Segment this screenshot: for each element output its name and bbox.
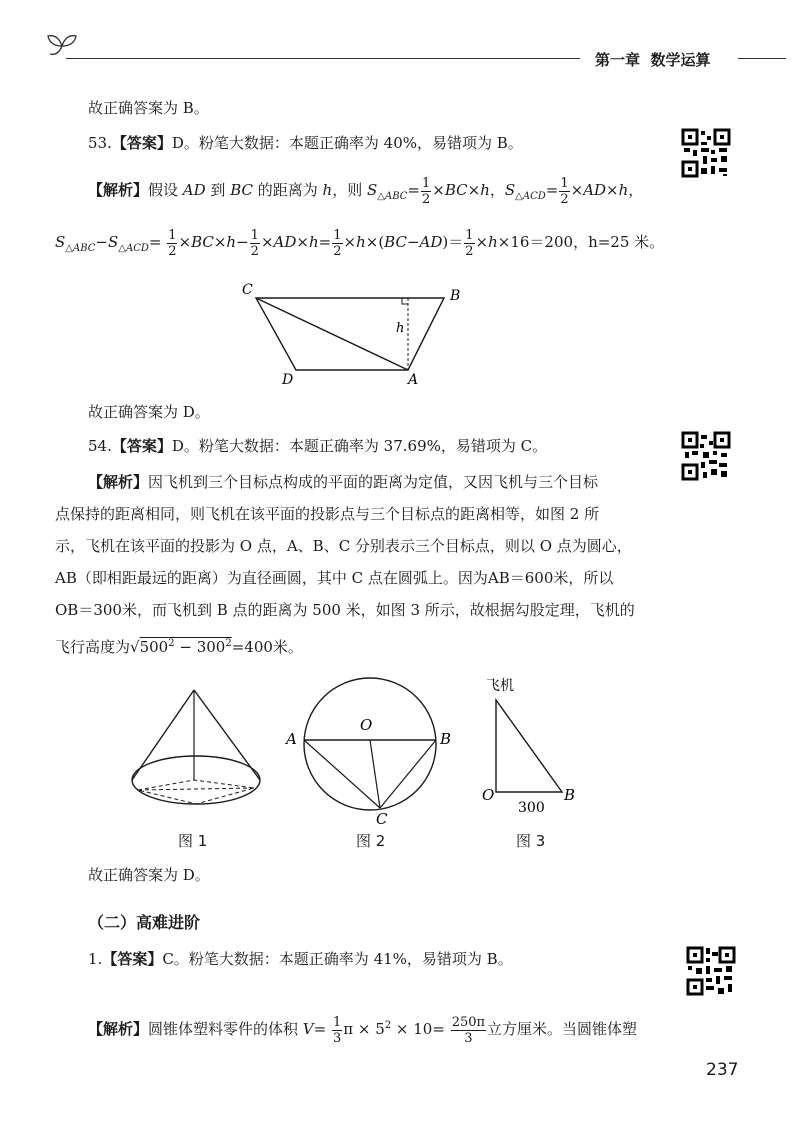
- fig2-label-c: C: [376, 810, 388, 828]
- q54-line5: OB＝300米，而飞机到 B 点的距离为 500 米，如图 3 所示，故根据勾股定理，飞机的: [55, 601, 635, 619]
- qr-code-icon[interactable]: [681, 128, 731, 178]
- s2-q1-answer-line: 1.【答案】C。粉笔大数据：本题正确率为 41%，易错项为 B。: [88, 950, 513, 968]
- header-rule-left: [66, 58, 580, 59]
- fig3-label-300: 300: [518, 800, 545, 816]
- caption-fig2: 图 2: [356, 832, 386, 850]
- qr-code-icon[interactable]: [686, 946, 736, 996]
- fig2-label-o: O: [360, 716, 373, 734]
- fig1-label-a: A: [408, 372, 419, 388]
- fig1-label-d: D: [282, 372, 294, 388]
- q53-analysis-line1: 【解析】假设 AD 到 BC 的距离为 h，则 $S_{\triangle ABC}=$ $\frac{1}{2}$ ×BC×h，$S_{\triangle ACD}=$ $\frac{1}{2}$ ×AD×h，: [88, 175, 644, 207]
- q53-answer-line: 53.【答案】D。粉笔大数据：本题正确率为 40%，易错项为 B。: [88, 134, 523, 152]
- header-chapter: 第一章 数学运算: [595, 51, 711, 69]
- q54-line3: 示，飞机在该平面的投影为 O 点，A、B、C 分别表示三个目标点，则以 O 点为圆心，: [55, 537, 632, 555]
- fig3-label-b: B: [564, 786, 576, 804]
- fig2-label-a: A: [286, 730, 297, 748]
- page-number: 237: [706, 1060, 739, 1080]
- q54-line6: 飞行高度为$√500^2 - 300^2=400$米。: [55, 638, 303, 656]
- plane-triangle-figure: [478, 674, 588, 824]
- qr-code-icon[interactable]: [681, 431, 731, 481]
- circle-figure: [282, 672, 452, 832]
- section-title: （二）高难进阶: [88, 913, 201, 932]
- sprout-icon: [44, 26, 78, 60]
- fig1-label-c: C: [242, 282, 253, 298]
- q54-line4: AB（即相距最远的距离）为直径画圆，其中 C 点在圆弧上。因为AB＝600米，所以: [55, 569, 614, 587]
- fig3-label-plane: 飞机: [486, 678, 514, 694]
- trapezoid-figure: [236, 280, 486, 390]
- caption-fig1: 图 1: [178, 832, 208, 850]
- q53-conclusion: 故正确答案为 D。: [88, 403, 210, 421]
- q52-conclusion: 故正确答案为 B。: [88, 99, 209, 117]
- cone-figure: [128, 686, 268, 826]
- s2-q1-analysis: 【解析】圆锥体塑料零件的体积 V= $\frac{1}{3}$ $\pi \times 5^2 \times 10=$ $\frac{250\pi}{3}$ 立方厘米。当圆锥体塑: [88, 1014, 638, 1046]
- fig2-label-b: B: [440, 730, 452, 748]
- fig1-label-h: h: [396, 321, 405, 336]
- fig3-label-o: O: [482, 786, 495, 804]
- q54-analysis: 【解析】因飞机到三个目标点构成的平面的距离为定值，又因飞机与三个目标: [88, 473, 599, 491]
- q53-analysis-line2: $S_{\triangle ABC}-S_{\triangle ACD}=$ $\frac{1}{2}$ ×BC×h− $\frac{1}{2}$ ×AD×h= $\frac{1}{2}$ ×h×(BC−AD)＝ $\frac{1}{2}$ ×h×16＝200，h=25 米。: [55, 227, 665, 259]
- fig1-label-b: B: [450, 288, 461, 304]
- q54-conclusion: 故正确答案为 D。: [88, 866, 210, 884]
- caption-fig3: 图 3: [516, 832, 546, 850]
- header-rule-right: [738, 58, 786, 59]
- q54-answer-line: 54.【答案】D。粉笔大数据：本题正确率为 37.69%，易错项为 C。: [88, 437, 548, 455]
- q54-line2: 点保持的距离相同，则飞机在该平面的投影点与三个目标点的距离相等，如图 2 所: [55, 505, 600, 523]
